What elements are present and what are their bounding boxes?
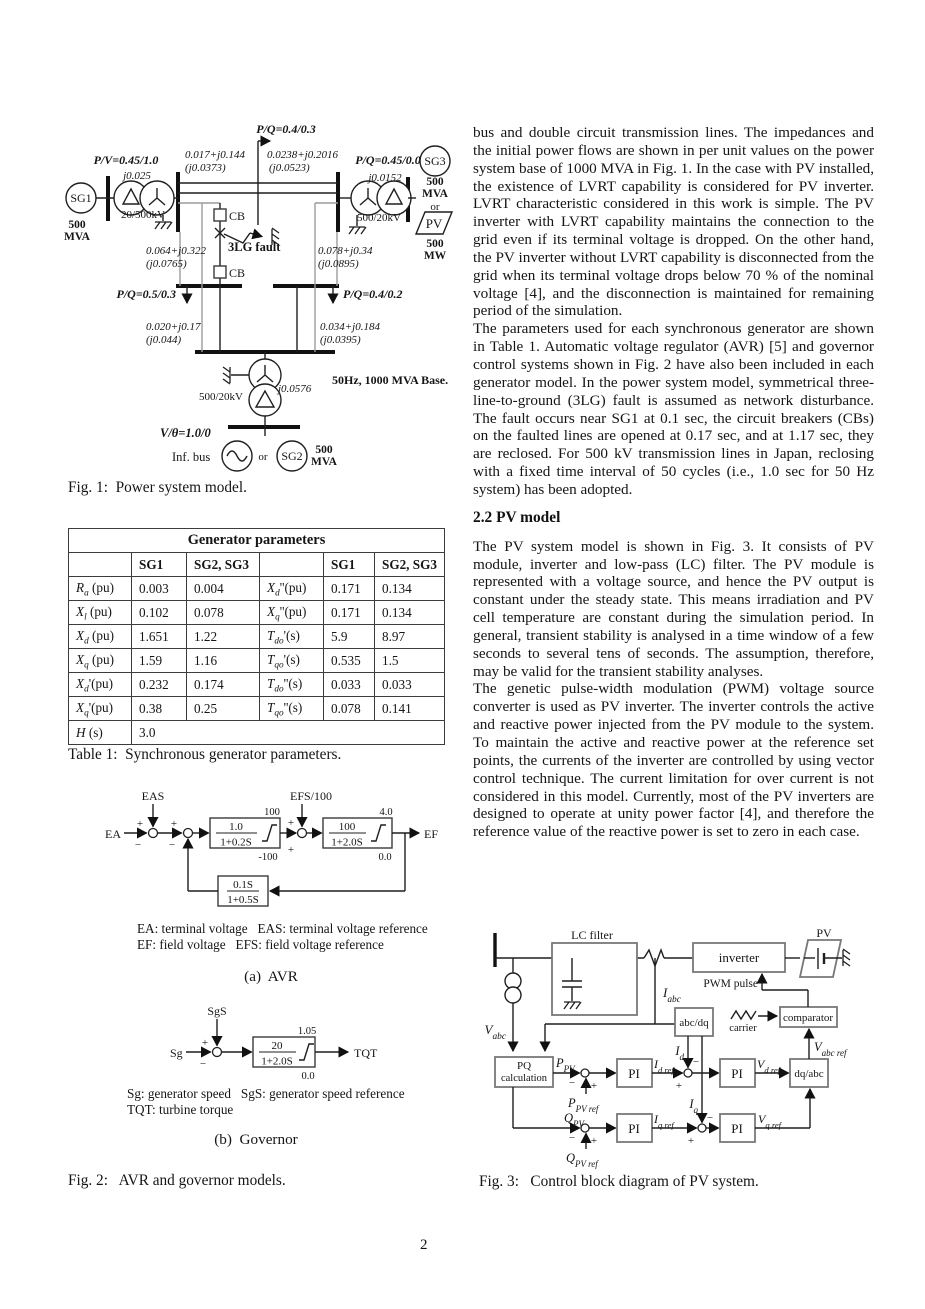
section-heading: 2.2 PV model <box>473 508 561 526</box>
label-sgs: SgS <box>207 1004 227 1018</box>
label-i-d-ref: $I_{d ref}$ <box>654 1057 674 1075</box>
ground-icon <box>155 222 172 229</box>
fig1-caption: Fig. 1: Power system model. <box>68 479 247 496</box>
label-sg2-mva: MVA <box>311 456 337 468</box>
param-value: 0.232 <box>132 673 187 697</box>
avr-limit1-lo: -100 <box>258 852 278 863</box>
table-title: Generator parameters <box>69 529 445 553</box>
label-pi: PI <box>628 1121 640 1136</box>
paragraph-4: The genetic pulse-width modulation (PWM) voltage source converter is used as PV inverter. The inverter controls the active and reactive power injected from the PV module to the system. To maintain the active and reactive power at the reference set points, the currents of the inverter are controlled by using vector control technique. The current limitation for over current is not considered in this model. Currently, most of the PV inverters are designed to operate at unity power factor [4], and therefore the reference value of the reactive power is set to zero in each case. <box>473 680 874 841</box>
avr-sum3 <box>298 829 307 838</box>
gov-labels <box>170 1004 378 1082</box>
label-i-q: $I_q$ <box>689 1097 698 1115</box>
param-value: 1.16 <box>187 649 260 673</box>
label-sg3-mva: MVA <box>422 188 448 200</box>
fig1-gray-lines <box>178 203 338 352</box>
header-cell <box>260 553 324 577</box>
carrier-wave-icon <box>731 1011 756 1019</box>
sum-p <box>581 1069 589 1077</box>
avr-legend-2: EF: field voltage EFS: field voltage reference <box>137 937 384 952</box>
param-value: 0.134 <box>375 577 445 601</box>
fig1-lines <box>66 141 452 471</box>
sign-plus: + <box>590 1135 598 1147</box>
label-q-pv-ref: $Q_{PV ref}$ <box>566 1151 598 1169</box>
sign-minus: − <box>568 1132 576 1144</box>
label-line3a: 0.064+j0.322 <box>146 245 206 257</box>
param-label: $X_d''(pu)$ <box>260 577 324 601</box>
param-value: 3.0 <box>132 721 445 745</box>
param-value: 0.134 <box>375 601 445 625</box>
sign-minus: − <box>134 839 142 851</box>
label-line5b: (j0.044) <box>146 334 182 346</box>
table-row <box>69 697 445 721</box>
gov-block-den: 1+2.0S <box>261 1055 293 1068</box>
label-cb-bottom: CB <box>229 266 246 280</box>
param-label: $X_q'(pu)$ <box>69 697 132 721</box>
fig3-lines <box>495 933 850 1149</box>
table-header-row <box>69 553 445 577</box>
param-value: 1.651 <box>132 625 187 649</box>
header-cell: SG1 <box>324 553 375 577</box>
fig2a-subcaption: (a) AVR <box>244 968 298 985</box>
ground-icon <box>843 949 850 966</box>
sign-minus: − <box>706 1112 714 1124</box>
label-pq: PQ <box>516 1060 532 1072</box>
label-tr1-imp: j0.025 <box>123 170 151 182</box>
sign-plus: + <box>136 818 144 830</box>
label-tr3-imp: j0.0576 <box>278 383 312 395</box>
label-line6a: 0.034+j0.184 <box>320 321 380 333</box>
label-base: 50Hz, 1000 MVA Base. <box>332 373 449 387</box>
label-pv: PV <box>425 216 443 231</box>
right-column <box>473 124 874 841</box>
label-p-pv-ref: $P_{PV ref}$ <box>568 1096 599 1114</box>
label-pwm-pulse: PWM pulse <box>703 978 758 990</box>
label-tr1-ratio: 20/500kV <box>121 209 165 221</box>
label-sg: Sg <box>170 1046 183 1060</box>
circuit-breaker-bottom <box>214 266 226 278</box>
label-line4a: 0.078+j0.34 <box>318 245 373 257</box>
label-tr3-ratio: 500/20kV <box>199 391 243 403</box>
label-line5a: 0.020+j0.17 <box>146 321 201 333</box>
label-ea: EA <box>105 827 121 841</box>
label-v-d-ref: $V_{d ref}$ <box>757 1057 781 1075</box>
avr-limit2-hi: 4.0 <box>379 807 393 818</box>
label-vtheta: V/θ=1.0/0 <box>160 426 211 440</box>
sign-minus: − <box>568 1077 576 1089</box>
label-line6b: (j0.0395) <box>320 334 361 346</box>
sign-plus: + <box>287 844 295 856</box>
table1-caption: Table 1: Synchronous generator parameters. <box>68 746 342 763</box>
label-line2a: 0.0238+j0.2016 <box>267 149 338 161</box>
param-value: 0.38 <box>132 697 187 721</box>
label-pv: PV <box>816 926 832 940</box>
label-tqt: TQT <box>354 1046 378 1060</box>
param-value: 0.25 <box>187 697 260 721</box>
table-row <box>69 649 445 673</box>
label-line2b: (j0.0523) <box>269 162 310 174</box>
param-value: 0.535 <box>324 649 375 673</box>
voltage-transformer-symbol <box>505 987 521 1003</box>
label-efs: EFS/100 <box>289 789 333 803</box>
sign-minus: − <box>168 839 176 851</box>
param-value: 0.004 <box>187 577 260 601</box>
label-sg1: SG1 <box>70 191 92 205</box>
avr-sum1 <box>149 829 158 838</box>
avr-legend-1: EA: terminal voltage EAS: terminal voltage reference <box>137 921 428 936</box>
label-dq-abc: dq/abc <box>794 1068 824 1080</box>
avr-block1-den: 1+0.2S <box>220 836 252 849</box>
table-row <box>69 673 445 697</box>
label-q-pv: $Q_{PV}$ <box>564 1111 585 1129</box>
label-line4b: (j0.0895) <box>318 258 359 270</box>
label-abc-dq: abc/dq <box>679 1017 709 1029</box>
param-value: 1.22 <box>187 625 260 649</box>
param-label: $T_{qo}''(s)$ <box>260 697 324 721</box>
label-sg1-mva: MVA <box>64 231 90 243</box>
label-i-d: $I_d$ <box>675 1044 684 1062</box>
header-cell: SG2, SG3 <box>375 553 445 577</box>
param-label: $X_q$ (pu) <box>69 649 132 673</box>
fig3-pv-control-diagram <box>473 928 875 1172</box>
header-cell <box>69 553 132 577</box>
sign-minus: − <box>692 1056 700 1068</box>
page-number: 2 <box>420 1237 428 1253</box>
param-value: 0.033 <box>324 673 375 697</box>
param-label: $X_d$ (pu) <box>69 625 132 649</box>
avr-fb-num: 0.1S <box>233 879 253 891</box>
param-value: 1.5 <box>375 649 445 673</box>
label-sg2: SG2 <box>281 449 303 463</box>
label-eas: EAS <box>141 789 165 803</box>
label-i-q-ref: $I_{q ref}$ <box>654 1112 674 1130</box>
label-tr2-ratio: 500/20kV <box>357 212 401 224</box>
avr-limit1-hi: 100 <box>264 807 280 818</box>
fig2b-subcaption: (b) Governor <box>214 1131 298 1148</box>
param-label: H (s) <box>69 721 132 745</box>
paragraph-1: bus and double circuit transmission lines. The impedances and the initial power flows are shown in per unit values on the power system base of 1000 MVA in Fig. 1. In the case with PV installed, the existence of LVRT capability is considered for PV inverter. LVRT characteristic considered in this work is simple. The PV inverter with LVRT capability maintains the connection to the grid even if its terminal voltage is dropped. On the other hand, the PV inverter without LVRT capability is disconnected from the grid when its terminal voltage drops below 70 % of the nominal voltage [4], and the disconnection is maintained for remaining period of the simulation. <box>473 124 874 320</box>
fig1-labels <box>64 122 449 468</box>
param-value: 0.033 <box>375 673 445 697</box>
gov-sum <box>213 1048 222 1057</box>
param-value: 0.171 <box>324 577 375 601</box>
label-sg3: SG3 <box>424 154 446 168</box>
label-comparator: comparator <box>782 1012 834 1024</box>
label-v-q-ref: $V_{q ref}$ <box>758 1112 782 1130</box>
param-value: 0.171 <box>324 601 375 625</box>
sign-plus: + <box>170 818 178 830</box>
gov-limit-hi: 1.05 <box>297 1026 317 1037</box>
param-value: 0.141 <box>375 697 445 721</box>
param-label: $R_a$ (pu) <box>69 577 132 601</box>
param-label: $X_q''(pu)$ <box>260 601 324 625</box>
label-line3b: (j0.0765) <box>146 258 187 270</box>
param-value: 0.102 <box>132 601 187 625</box>
line-break-icon <box>644 950 664 966</box>
sign-minus: − <box>199 1058 207 1070</box>
label-or-right: or <box>430 201 440 213</box>
label-pv-500: 500 <box>426 238 444 250</box>
avr-sum2 <box>184 829 193 838</box>
fig2-avr-diagram <box>95 786 447 912</box>
label-v-abc-ref: $V_{abc ref}$ <box>814 1040 847 1058</box>
gov-limit-lo: 0.0 <box>301 1071 315 1082</box>
fig2-caption: Fig. 2: AVR and governor models. <box>68 1172 286 1189</box>
transformer3-delta-winding <box>249 384 281 416</box>
lc-filter-box <box>552 943 637 1015</box>
label-lc-filter: LC filter <box>571 928 613 942</box>
circuit-breaker-top <box>214 209 226 221</box>
param-value: 0.078 <box>187 601 260 625</box>
label-load-top: P/Q=0.4/0.3 <box>256 122 316 136</box>
label-sg1-500: 500 <box>68 219 86 231</box>
param-label: $T_{do}'(s)$ <box>260 625 324 649</box>
sign-plus: + <box>675 1080 683 1092</box>
avr-block2-den: 1+2.0S <box>331 836 363 849</box>
fig1-power-system-diagram <box>66 112 460 476</box>
label-cb-top: CB <box>229 209 246 223</box>
header-cell: SG1 <box>132 553 187 577</box>
label-pi: PI <box>731 1066 743 1081</box>
table-row <box>69 721 445 745</box>
ground-icon <box>223 367 230 384</box>
gov-legend-1: Sg: generator speed SgS: generator speed reference <box>127 1086 405 1101</box>
gov-block-num: 20 <box>271 1040 283 1052</box>
label-inverter: inverter <box>718 950 760 965</box>
label-pq-right: P/Q=0.45/0.0 <box>355 153 421 167</box>
label-pv-mw: MW <box>423 250 447 262</box>
ground-icon <box>349 227 366 234</box>
avr-block2-num: 100 <box>338 821 356 833</box>
label-sg3-500: 500 <box>426 176 444 188</box>
fig2-governor-diagram <box>120 1002 392 1086</box>
param-value: 1.59 <box>132 649 187 673</box>
param-label: $T_{qo}'(s)$ <box>260 649 324 673</box>
table-row <box>69 625 445 649</box>
label-calculation: calculation <box>500 1073 548 1084</box>
label-sg2-500: 500 <box>315 444 333 456</box>
paragraph-2: The parameters used for each synchronous generator are shown in Table 1. Automatic voltage regulator (AVR) [5] and governor control systems shown in Fig. 2 have also been included in each generator model. In the power system model, symmetrical three-line-to-ground (3LG) fault is assumed as network disturbance. The fault occurs near SG1 at 0.1 sec, the circuit breakers (CBs) on the faulted lines are opened at 0.17 sec, and at 1.17 sec, they are reclosed. For 500 kV transmission lines in Japan, reclosing with a fixed time interval of 50 cycles (i.e., 1.0 sec for 50 Hz system) has been adopted. <box>473 320 874 498</box>
label-v-abc: $V_{abc}$ <box>484 1022 506 1042</box>
fig3-caption: Fig. 3: Control block diagram of PV system. <box>479 1173 759 1190</box>
param-label: $X_d'(pu)$ <box>69 673 132 697</box>
label-pi: PI <box>731 1121 743 1136</box>
param-value: 8.97 <box>375 625 445 649</box>
label-inf-bus: Inf. bus <box>172 450 211 464</box>
label-ef: EF <box>424 827 439 841</box>
avr-fb-den: 1+0.5S <box>227 894 259 906</box>
param-value: 5.9 <box>324 625 375 649</box>
label-3lg-fault: 3LG fault <box>228 240 281 254</box>
param-value: 0.174 <box>187 673 260 697</box>
label-p-pv: $P_{PV}$ <box>556 1056 575 1074</box>
label-tr2-imp: j0.0152 <box>368 172 402 184</box>
transformer2-delta-winding <box>377 181 411 215</box>
header-cell: SG2, SG3 <box>187 553 260 577</box>
label-or-bottom: or <box>258 451 268 463</box>
sign-plus: + <box>287 817 295 829</box>
label-pi: PI <box>628 1066 640 1081</box>
param-label: $X_l$ (pu) <box>69 601 132 625</box>
param-value: 0.003 <box>132 577 187 601</box>
label-line1b: (j0.0373) <box>185 162 226 174</box>
sign-plus: + <box>590 1080 598 1092</box>
label-load-left: P/Q=0.5/0.3 <box>116 287 176 301</box>
sign-plus: + <box>687 1135 695 1147</box>
label-carrier: carrier <box>729 1023 757 1034</box>
table-row <box>69 601 445 625</box>
label-pv-ratio: P/V=0.45/1.0 <box>93 153 159 167</box>
paragraph-3: The PV system model is shown in Fig. 3. It consists of PV module, inverter and low-pass (LC) filter. The PV module is represented with a voltage source, and hence the PV output is constant under the steady state. This means irradiation and PV cell temperature are constant during the simulation period. In general, transient stability is analysed in a time window of a few seconds to several tens of seconds. The assumption, therefore, may be valid for the transient stability analyses. <box>473 537 874 680</box>
sum-id <box>684 1069 692 1077</box>
param-label: $T_{do}''(s)$ <box>260 673 324 697</box>
label-i-abc: $I_{abc}$ <box>663 985 681 1005</box>
label-line1a: 0.017+j0.144 <box>185 149 245 161</box>
param-value: 0.078 <box>324 697 375 721</box>
sum-iq <box>698 1124 706 1132</box>
gov-legend-2: TQT: turbine torque <box>127 1102 234 1117</box>
label-load-right: P/Q=0.4/0.2 <box>343 287 403 301</box>
avr-limit2-lo: 0.0 <box>378 852 392 863</box>
table-row <box>69 577 445 601</box>
fig3-labels <box>485 926 849 1169</box>
generator-parameters-table <box>68 528 445 745</box>
sign-plus: + <box>201 1037 209 1049</box>
avr-block1-num: 1.0 <box>229 821 243 833</box>
